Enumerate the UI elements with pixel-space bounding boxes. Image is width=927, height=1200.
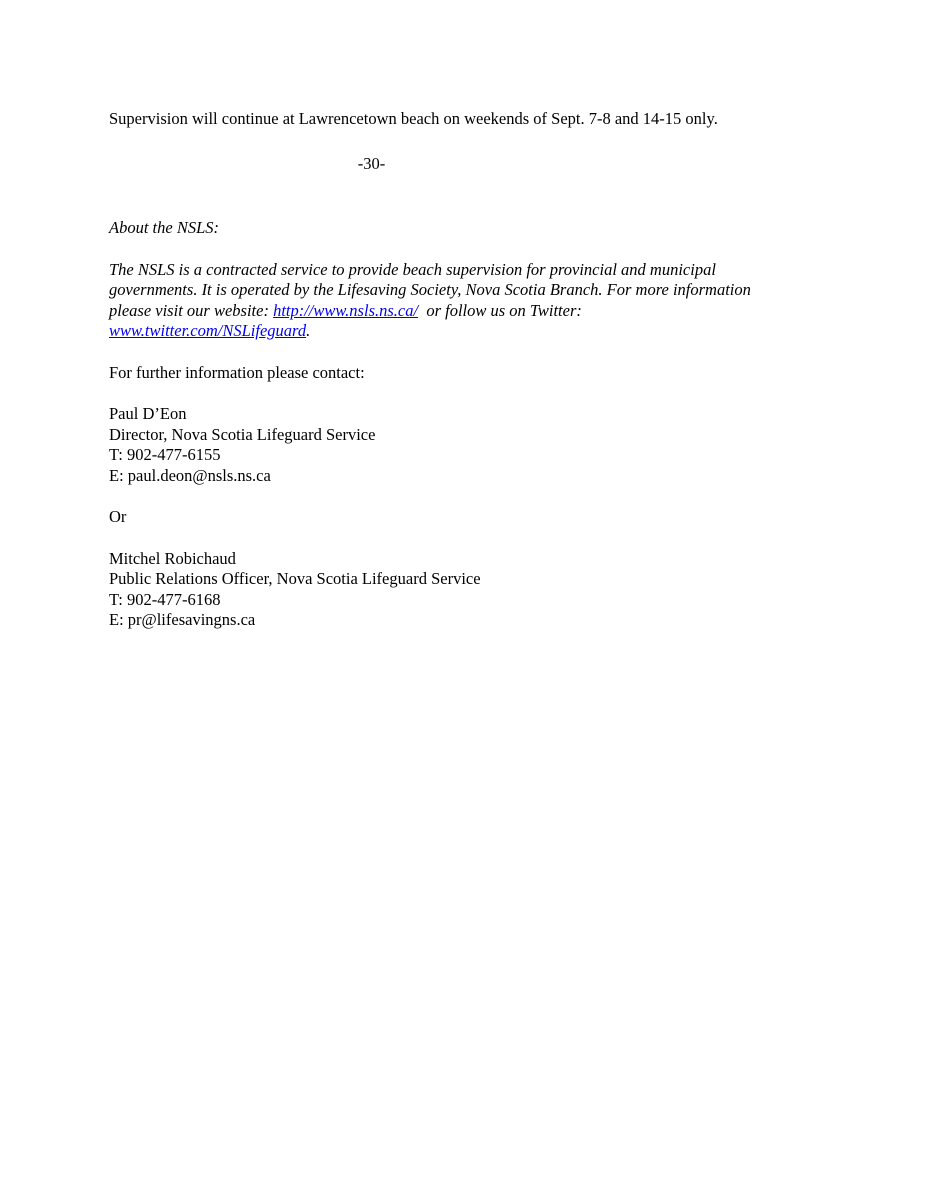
about-line-4 [109,321,809,342]
spacer [109,486,809,507]
contact-1-phone: T: 902-477-6155 [109,445,221,464]
about-line-3-suffix: or follow us on Twitter: [418,300,582,320]
about-heading: About the NSLS: [109,218,219,237]
spacer [109,130,809,154]
contact-2-phone: T: 902-477-6168 [109,589,221,609]
about-paragraph [109,260,809,342]
contact-separator: Or [109,507,127,526]
contact-2-email: E: pr@lifesavingns.ca [109,610,256,629]
about-line-1: The NSLS is a contracted service to provide beach supervision for provincial and municipal [109,259,716,279]
contact-intro: For further information please contact: [109,362,365,382]
spacer [109,342,809,363]
supervision-note: Supervision will continue at Lawrencetown beach on weekends of Sept. 7-8 and 14-15 only. [109,109,718,128]
spacer [109,174,809,218]
website-link[interactable]: http://www.nsls.ns.ca/ [273,300,419,320]
spacer [109,239,809,260]
about-line-3-prefix: please visit our website: [109,300,274,320]
end-marker-text: -30- [357,153,386,173]
contact-1-title: Director, Nova Scotia Lifeguard Service [109,424,376,444]
spacer [109,383,809,404]
spacer [109,528,809,549]
about-line-3 [109,301,809,322]
end-marker [0,154,743,175]
contact-1-email: E: paul.deon@nsls.ns.ca [109,465,271,485]
contact-block-1 [109,404,809,486]
twitter-link[interactable]: www.twitter.com/NSLifeguard [109,321,307,340]
contact-2-title: Public Relations Officer, Nova Scotia Lifeguard Service [109,569,481,588]
document-body [109,109,809,631]
about-line-2: governments. It is operated by the Lifesaving Society, Nova Scotia Branch. For more information [109,280,751,299]
twitter-suffix: . [306,321,311,340]
contact-2-name: Mitchel Robichaud [109,548,236,568]
contact-block-2 [109,549,809,631]
contact-1-name: Paul D’Eon [109,404,187,423]
